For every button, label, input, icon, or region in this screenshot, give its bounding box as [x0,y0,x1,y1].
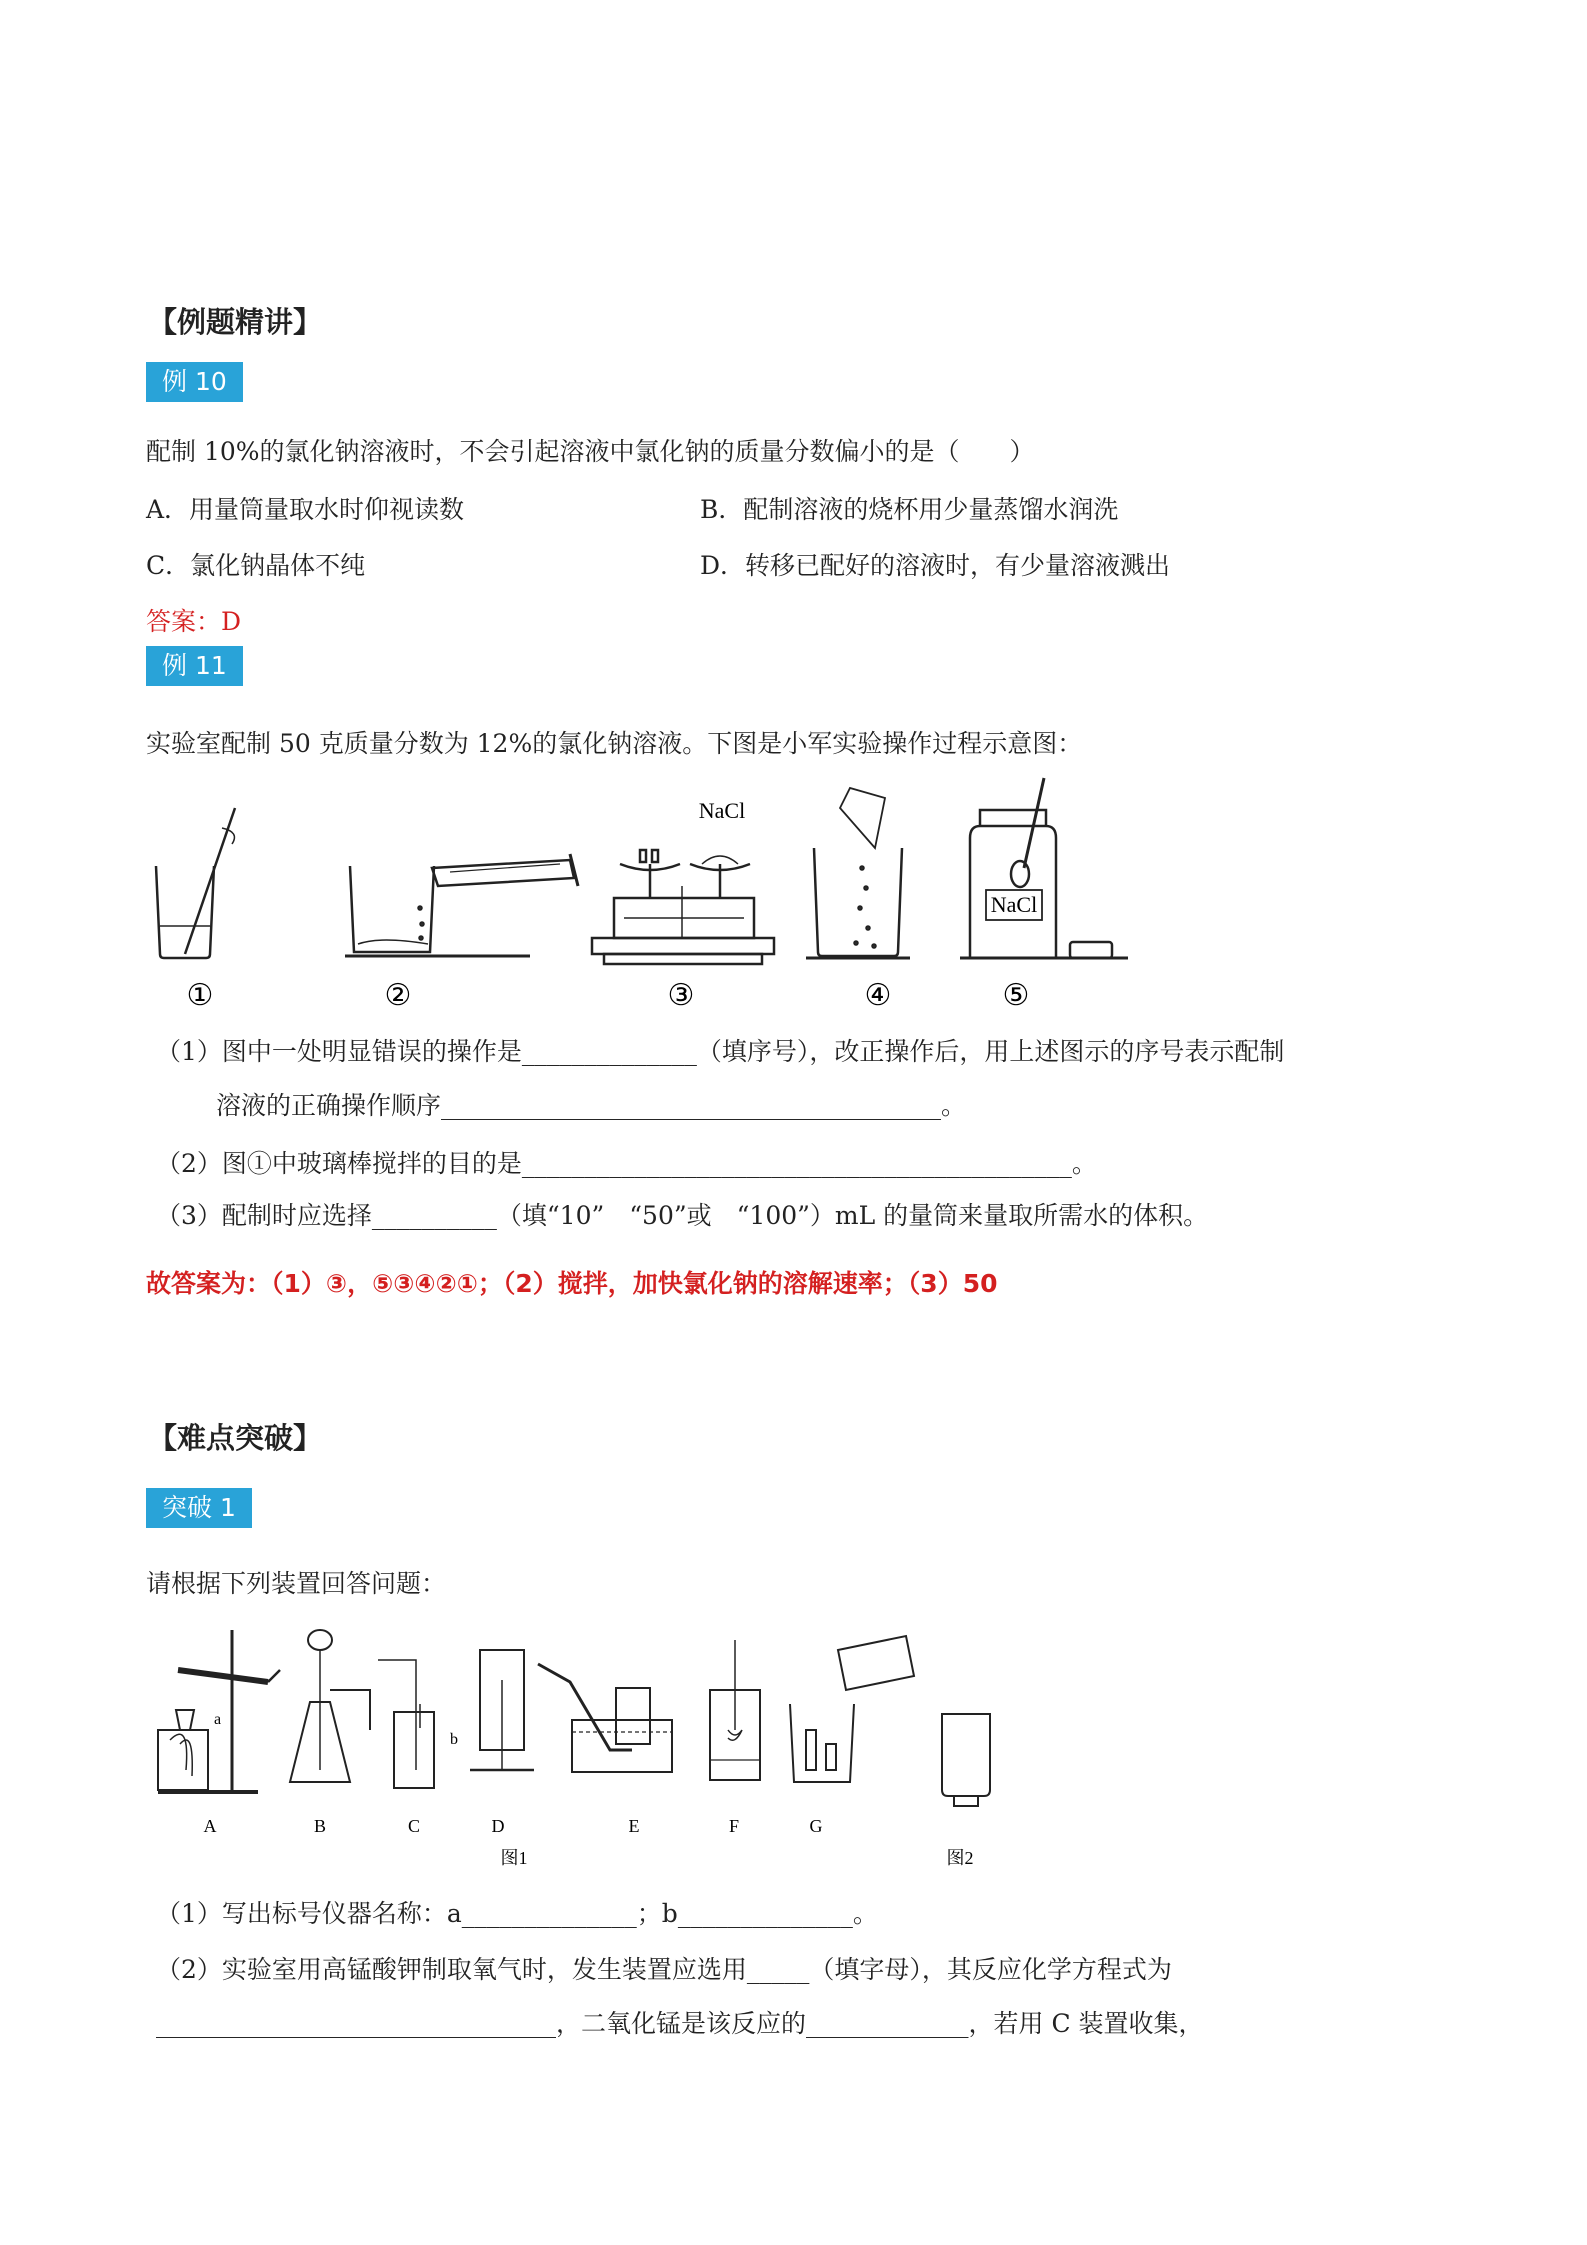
example-11-tag: 例 11 [146,646,243,686]
app-label-a: A [203,1816,217,1836]
option-d: D．转移已配好的溶液时，有少量溶液溅出 [700,551,1171,580]
example-11-question: 实验室配制 50 克质量分数为 12%的氯化钠溶液。下图是小军实验操作过程示意图： [146,729,1083,758]
app-label-d: D [491,1816,505,1836]
example-10-tag: 例 10 [146,362,243,402]
preparation-steps-figure [150,768,1150,1018]
example-10-question: 配制 10%的氯化钠溶液时，不会引起溶液中氯化钠的质量分数偏小的是（ ） [146,437,1035,466]
fig-label-5: ⑤ [1002,979,1030,1012]
section-title-breakthrough: 【难点突破】 [148,1421,323,1455]
figure2-jar [942,1714,990,1806]
app-label-f: F [728,1816,740,1836]
mark-a: a [214,1711,222,1728]
apparatus-c [378,1660,434,1788]
example-11-q1-line2: 溶液的正确操作顺序________________________________________。 [216,1091,967,1120]
fig-label-3: ③ [667,979,695,1012]
app-label-b: B [313,1816,327,1836]
section-title-examples: 【例题精讲】 [148,305,323,339]
breakthrough-1-tag: 突破 1 [146,1488,252,1528]
example-10-answer: 答案：D [146,607,242,636]
fig-label-4: ④ [864,979,892,1012]
example-11-q2: （2）图①中玻璃棒搅拌的目的是____________________________________________。 [156,1149,1097,1178]
apparatus-b [290,1630,370,1782]
option-a: A．用量筒量取水时仰视读数 [146,495,465,524]
fig1-label: 图1 [500,1848,528,1868]
apparatus-d [470,1650,534,1770]
fig-nacl-label-top: NaCl [698,798,746,823]
app-label-e: E [628,1816,640,1836]
apparatus-e [538,1664,672,1772]
breakthrough-1-question: 请根据下列装置回答问题： [146,1569,447,1598]
apparatus-g [790,1636,914,1782]
fig-nacl-label-jar: NaCl [990,892,1038,917]
step3-balance [592,850,774,964]
apparatus-f [710,1640,760,1780]
app-label-g: G [809,1816,823,1836]
example-11-q1-line1: （1）图中一处明显错误的操作是______________（填序号），改正操作后，用上述图示的序号表示配制 [156,1037,1285,1066]
option-c: C．氯化钠晶体不纯 [146,551,366,580]
app-label-c: C [407,1816,421,1836]
fig2-label: 图2 [946,1848,974,1868]
example-11-answer: 故答案为：（1）③，⑤③④②①；（2）搅拌，加快氯化钠的溶解速率；（3）50 [146,1269,998,1298]
example-11-q3: （3）配制时应选择__________（填“10” “50”或 “100”）mL 的量筒来量取所需水的体积。 [156,1201,1209,1230]
step2-pour-cylinder [345,854,578,956]
fig-label-1: ① [186,979,214,1012]
step4-transfer-beaker [806,788,910,958]
step1-stir-beaker [156,808,235,958]
breakthrough-1-q2-line1: （2）实验室用高锰酸钾制取氧气时，发生装置应选用_____（填字母），其反应化学方程式为 [156,1955,1172,1984]
mark-b: b [450,1731,458,1748]
breakthrough-1-q2-line2: ________________________________，二氧化锰是该反应的_____________，若用 C 装置收集， [156,2009,1204,2038]
breakthrough-1-q1: （1）写出标号仪器名称：a______________；b______________。 [156,1899,878,1928]
apparatus-figure [150,1620,1010,1870]
step5-reagent-jar [960,778,1128,958]
fig-label-2: ② [384,979,412,1012]
option-b: B．配制溶液的烧杯用少量蒸馏水润洗 [700,495,1119,524]
